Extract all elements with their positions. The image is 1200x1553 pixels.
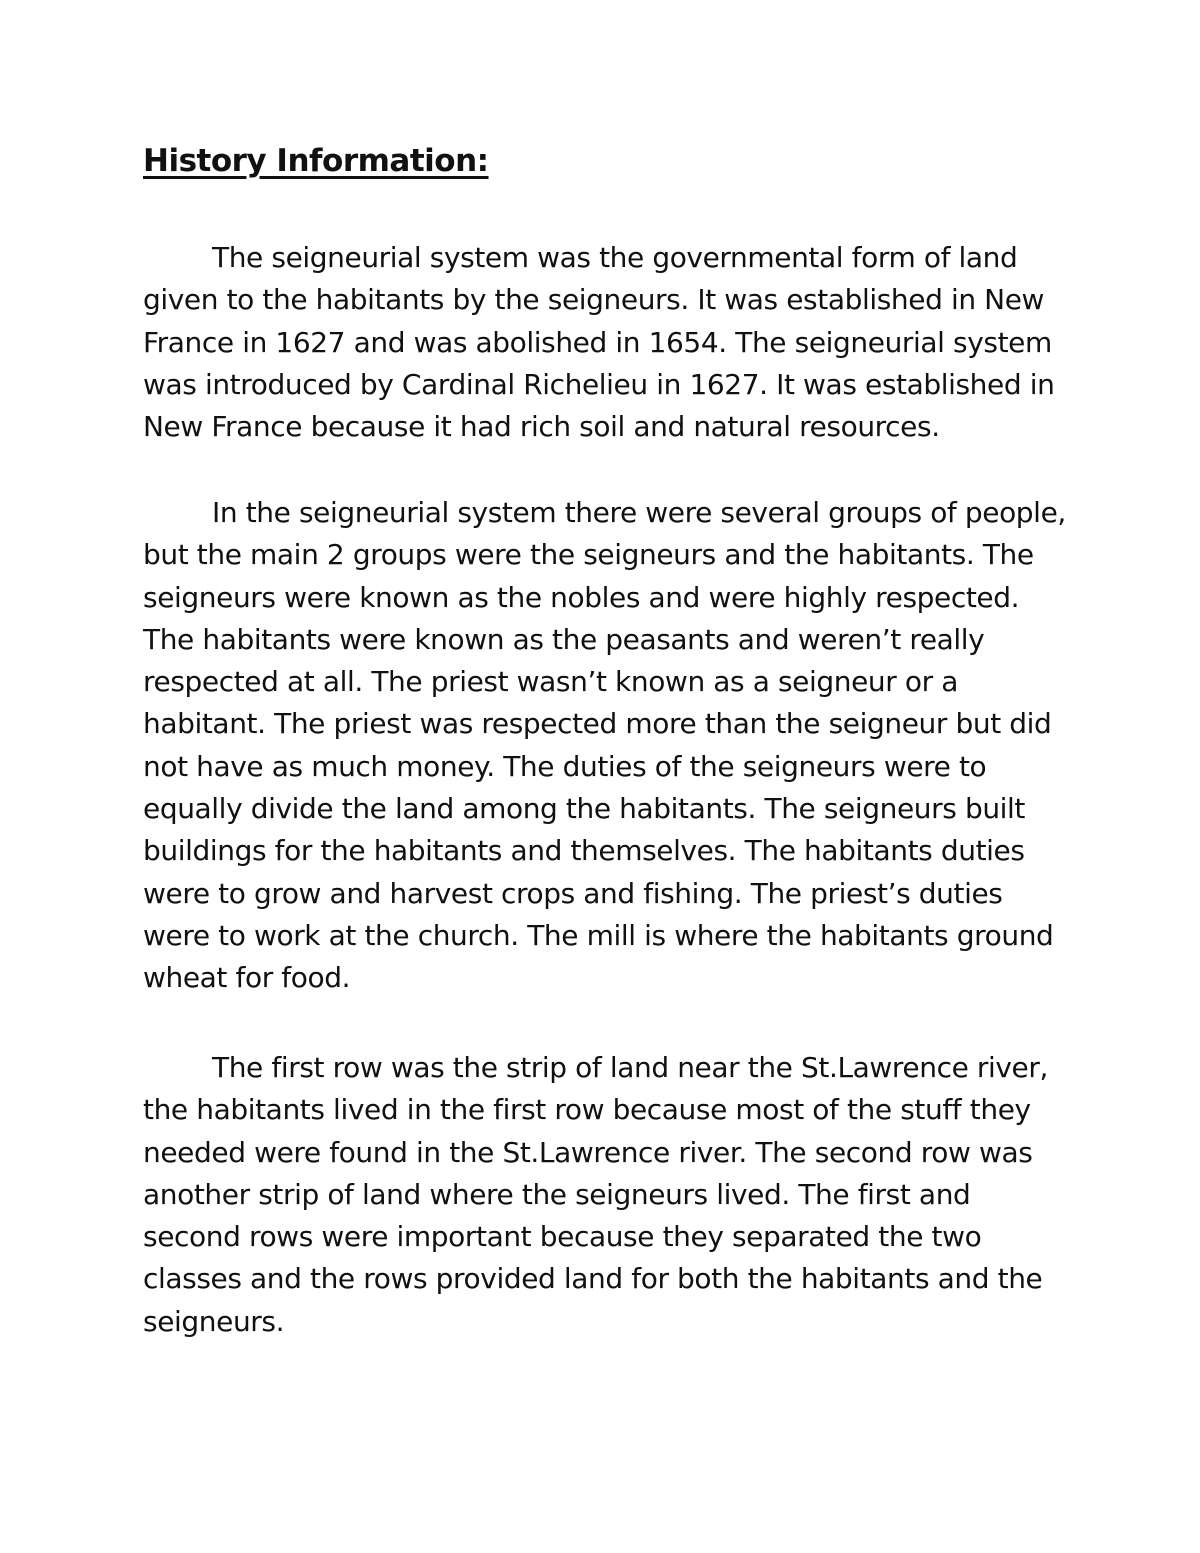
document-heading: History Information: (143, 143, 489, 179)
paragraph-social-groups-duties: In the seigneurial system there were several groups of people, but the main 2 groups were the seigneurs and the habitants. The seigneurs were known as the nobles and were highly respected. The habitants were known as the peasants and weren’t really respected at all. The priest wasn’t known as a seigneur or a habitant. The priest was respected more than the seigneur but did not have as much money. The duties of the seigneurs were to equally divide the land among the habitants. The seigneurs built buildings for the habitants and themselves. The habitants duties were to grow and harvest crops and fishing. The priest’s duties were to work at the church. The mill is where the habitants ground wheat for food. (143, 496, 1066, 995)
paragraph-land-rows: The first row was the strip of land near the St.Lawrence river, the habitants lived in the first row because most of the stuff they needed were found in the St.Lawrence river. The second row was another strip of land where the seigneurs lived. The first and second rows were important because they separated the two classes and the rows provided land for both the habitants and the seigneurs. (143, 1051, 1048, 1338)
paragraph-seigneurial-system-origin: The seigneurial system was the governmental form of land given to the habitants by the seigneurs. It was established in New France in 1627 and was abolished in 1654. The seigneurial system was introduced by Cardinal Richelieu in 1627. It was established in New France because it had rich soil and natural resources. (143, 241, 1055, 444)
